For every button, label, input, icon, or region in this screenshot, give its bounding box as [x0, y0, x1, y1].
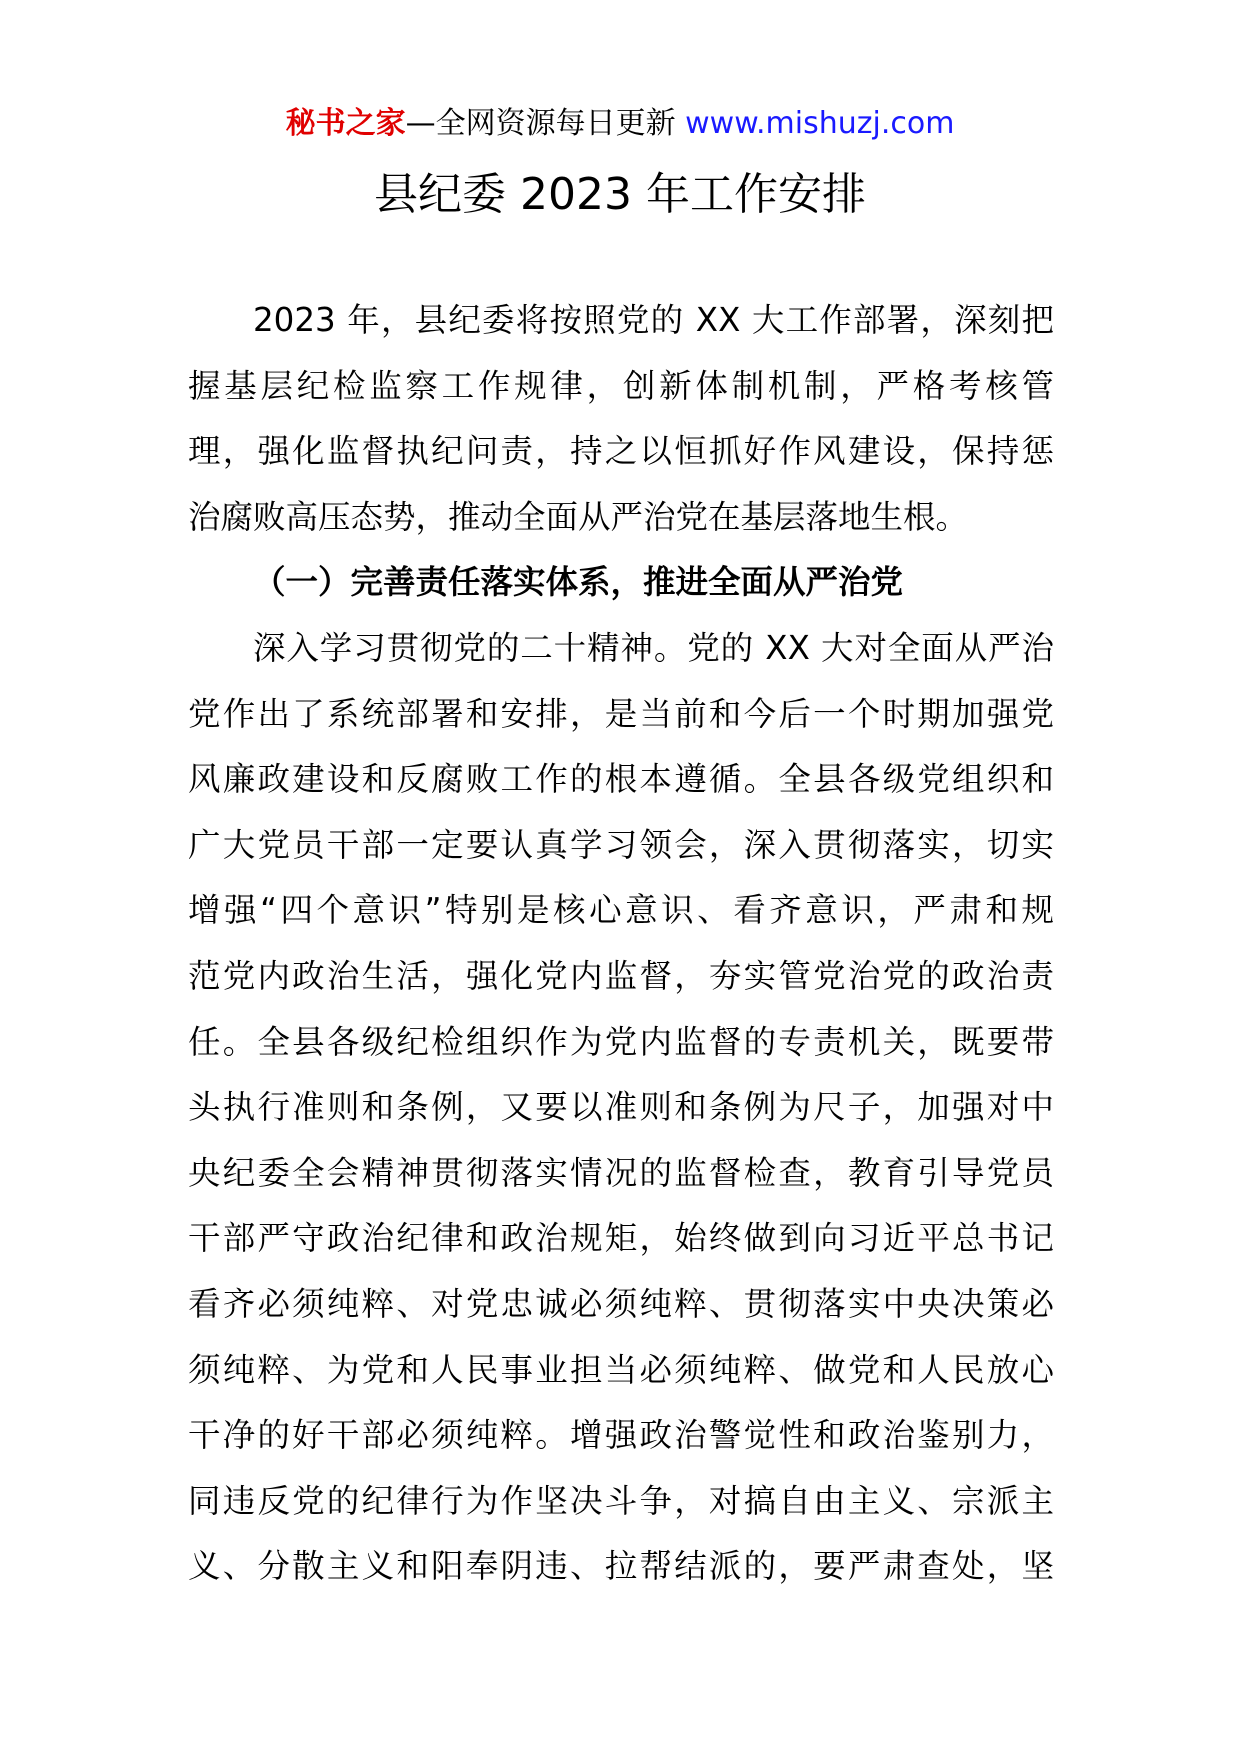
intro-paragraph	[188, 288, 1054, 550]
paragraph-line: 头执行准则和条例，又要以准则和条例为尺子，加强对中	[188, 1088, 1054, 1127]
site-header	[0, 102, 1240, 146]
paragraph-line: 同违反党的纪律行为作坚决斗争，对搞自由主义、宗派主	[188, 1481, 1054, 1520]
paragraph-line: 理，强化监督执纪问责，持之以恒抓好作风建设，保持惩	[188, 432, 1054, 471]
document-body	[188, 288, 1054, 1600]
paragraph-line: 握基层纪检监察工作规律，创新体制机制，严格考核管	[188, 366, 1054, 405]
paragraph-line: 任。全县各级纪检组织作为党内监督的专责机关，既要带	[188, 1022, 1054, 1061]
paragraph-line: 范党内政治生活，强化党内监督，夯实管党治党的政治责	[188, 956, 1054, 995]
paragraph-line: 看齐必须纯粹、对党忠诚必须纯粹、贯彻落实中央决策必	[188, 1284, 1054, 1323]
section-heading: （一）完善责任落实体系，推进全面从严治党	[253, 563, 904, 602]
section-paragraph	[188, 616, 1054, 1600]
brand-name: 秘书之家	[285, 106, 406, 141]
paragraph-line: 干净的好干部必须纯粹。增强政治警觉性和政治鉴别力，	[188, 1416, 1054, 1455]
paragraph-line: 义、分散主义和阳奉阴违、拉帮结派的，要严肃查处，坚	[188, 1547, 1054, 1586]
paragraph-line: 风廉政建设和反腐败工作的根本遵循。全县各级党组织和	[188, 760, 1054, 799]
site-url-link[interactable]: www.mishuzj.com	[685, 106, 955, 141]
header-tagline: —全网资源每日更新	[405, 106, 686, 141]
paragraph-line: 深入学习贯彻党的二十精神。党的 XX 大对全面从严治	[253, 628, 1054, 667]
paragraph-line: 央纪委全会精神贯彻落实情况的监督检查，教育引导党员	[188, 1153, 1054, 1192]
document-title: 县纪委 2023 年工作安排	[374, 169, 866, 220]
paragraph-line: 须纯粹、为党和人民事业担当必须纯粹、做党和人民放心	[188, 1350, 1054, 1389]
paragraph-line: 党作出了系统部署和安排，是当前和今后一个时期加强党	[188, 694, 1054, 733]
paragraph-line: 增强“四个意识”特别是核心意识、看齐意识，严肃和规	[188, 891, 1054, 930]
paragraph-line: 广大党员干部一定要认真学习领会，深入贯彻落实，切实	[188, 825, 1054, 864]
paragraph-line: 干部严守政治纪律和政治规矩，始终做到向习近平总书记	[188, 1219, 1054, 1258]
paragraph-line: 2023 年，县纪委将按照党的 XX 大工作部署，深刻把	[253, 301, 1054, 339]
paragraph-line: 治腐败高压态势，推动全面从严治党在基层落地生根。	[188, 497, 969, 536]
